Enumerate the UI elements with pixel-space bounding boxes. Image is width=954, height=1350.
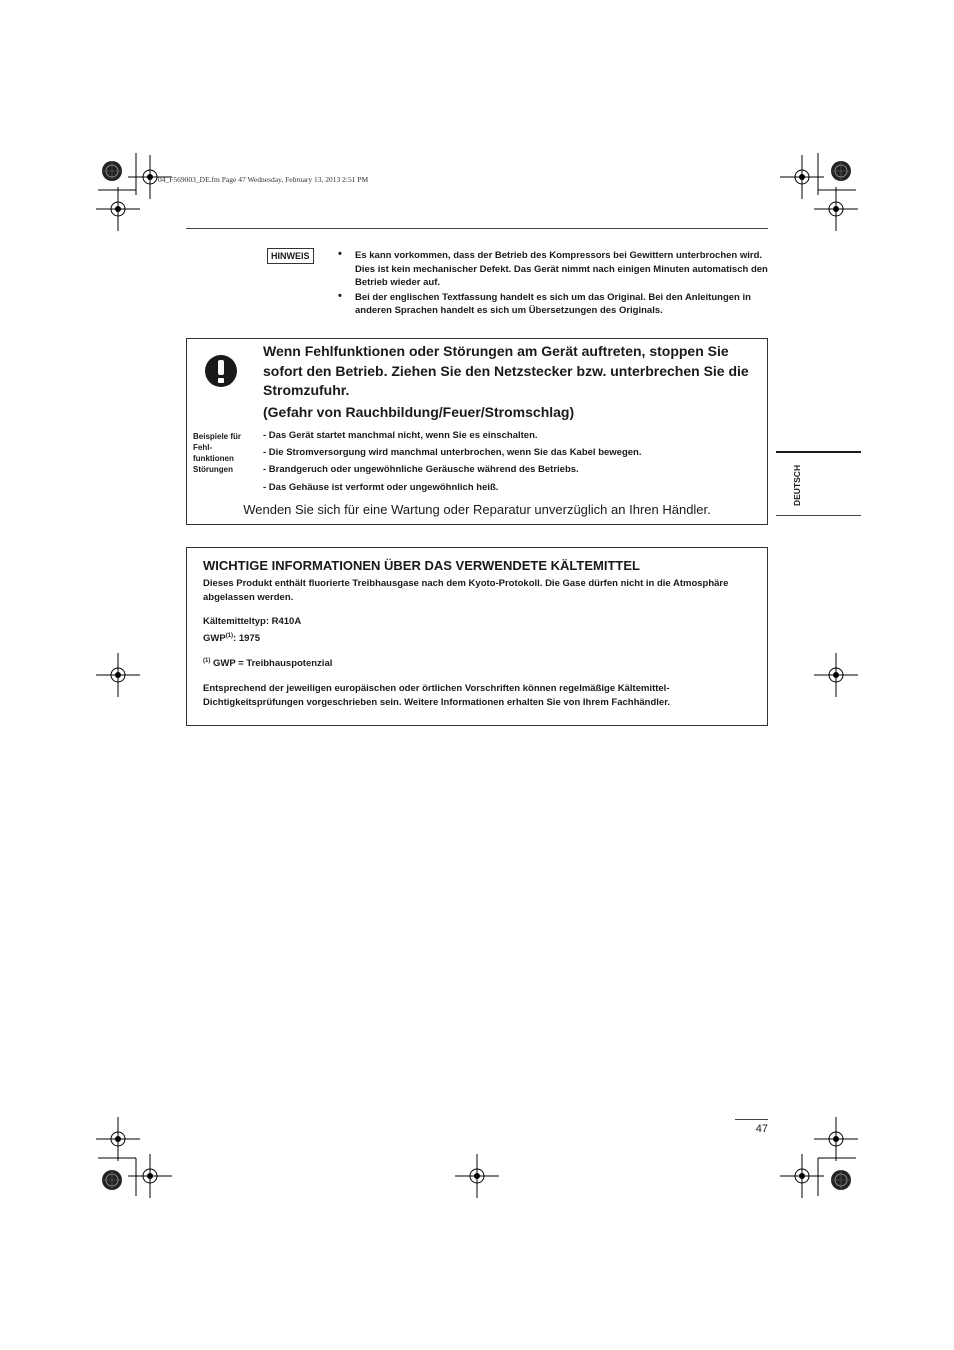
bullet-icon: • xyxy=(338,248,342,260)
warning-footer: Wenden Sie sich für eine Wartung oder Reparatur unverzüglich an Ihren Händler. xyxy=(243,502,711,517)
note-text: Bei der englischen Textfassung handelt es sich um das Original. Bei den Anleitungen in anderen Sprachen handelt es sich um Übersetzungen des Originals. xyxy=(355,291,751,316)
malfunction-examples-label: Beispiele für Fehl- funktionen Störungen xyxy=(193,432,242,474)
list-item: - Brandgeruch oder ungewöhnliche Geräusche während des Betriebs. xyxy=(263,464,579,476)
malfunction-list xyxy=(263,430,763,499)
list-item: - Die Stromversorgung wird manchmal unterbrochen, wenn Sie das Kabel bewegen. xyxy=(263,447,642,459)
refrigerant-type: Kältemitteltyp: R410A xyxy=(203,616,302,627)
file-info: 04_F569003_DE.fm Page 47 Wednesday, February 13, 2013 2:51 PM xyxy=(158,175,369,184)
note-text: Es kann vorkommen, dass der Betrieb des Kompressors bei Gewittern unterbrochen wird. Dies ist kein mechanischer Defekt. Das Gerät nimmt nach einigen Minuten automatisch den Betrieb wieder auf. xyxy=(355,250,768,288)
page-number: 47 xyxy=(755,1123,768,1135)
language-tab xyxy=(776,451,861,516)
gwp-line: GWP$^{(1)}$: 1975 xyxy=(203,632,260,644)
refrigerant-title: WICHTIGE INFORMATIONEN ÜBER DAS VERWENDETE KÄLTEMITTEL xyxy=(203,558,640,573)
language-label: DEUTSCH xyxy=(792,464,802,506)
note-list xyxy=(338,249,768,319)
gwp-footnote: $^{(1)}$ GWP = Treibhauspotenzial xyxy=(203,657,333,669)
exclamation-icon xyxy=(205,355,237,387)
list-item: - Das Gehäuse ist verformt oder ungewöhnlich heiß. xyxy=(263,481,499,493)
header-rule xyxy=(186,228,768,229)
list-item: - Das Gerät startet manchmal nicht, wenn Sie es einschalten. xyxy=(263,430,538,441)
note-item xyxy=(338,249,768,290)
warning-subtitle: (Gefahr von Rauchbildung/Feuer/Stromschlag) xyxy=(263,404,575,420)
refrigerant-closing: Entsprechend der jeweiligen europäischen oder örtlichen Vorschriften können regelmäßige Kältemittel-Dichtigkeitsprüfungen vorgeschrieben sein. Weitere Informationen erhalten Sie von Ihrem Fachhändler. xyxy=(203,683,671,708)
refrigerant-intro: Dieses Produkt enthält fluorierte Treibhausgase nach dem Kyoto-Protokoll. Die Gase dürfen nicht in die Atmosphäre abgelassen werden. xyxy=(203,578,729,603)
warning-title: Wenn Fehlfunktionen oder Störungen am Gerät auftreten, stoppen Sie sofort den Betrieb. Ziehen Sie den Netzstecker bzw. unterbrechen Sie die Stromzufuhr. xyxy=(263,343,749,398)
page-number-rule xyxy=(735,1119,768,1120)
bullet-icon: • xyxy=(338,289,342,302)
note-item xyxy=(338,291,768,318)
note-label: HINWEIS xyxy=(267,248,314,264)
